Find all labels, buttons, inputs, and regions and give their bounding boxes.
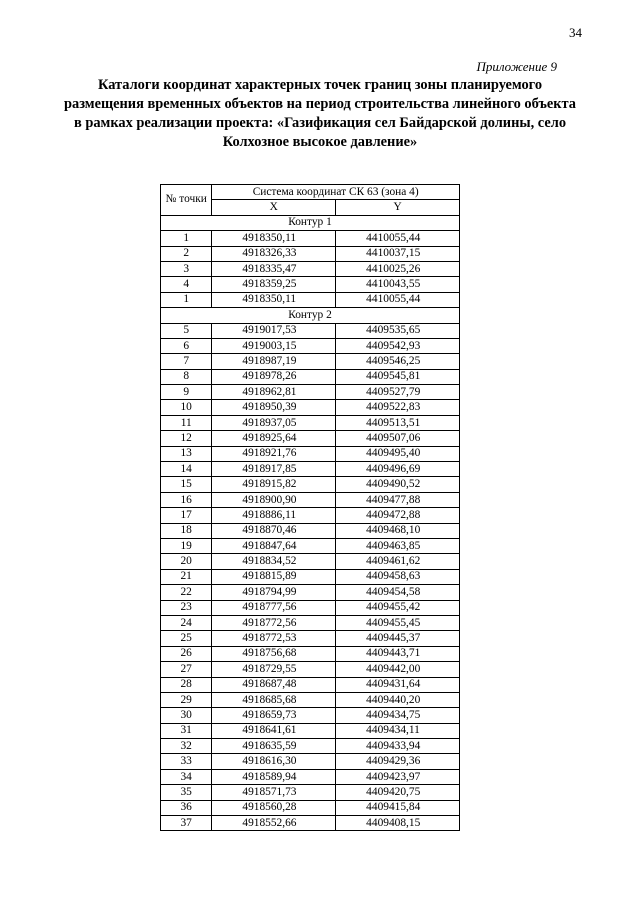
table-row <box>161 554 460 569</box>
x-coordinate-cell: 4918616,30 <box>212 754 336 769</box>
table-row <box>161 231 460 246</box>
contour-label: Контур 2 <box>161 308 460 323</box>
point-number-cell: 5 <box>161 323 212 338</box>
y-coordinate-cell: 4409477,88 <box>336 492 460 507</box>
y-coordinate-cell: 4409415,84 <box>336 800 460 815</box>
y-coordinate-cell: 4409472,88 <box>336 508 460 523</box>
table-row <box>161 385 460 400</box>
y-coordinate-cell: 4409431,64 <box>336 677 460 692</box>
x-coordinate-cell: 4918925,64 <box>212 431 336 446</box>
x-coordinate-cell: 4919017,53 <box>212 323 336 338</box>
y-coordinate-cell: 4409535,65 <box>336 323 460 338</box>
table-row <box>161 754 460 769</box>
x-coordinate-cell: 4918756,68 <box>212 646 336 661</box>
point-number-cell: 16 <box>161 492 212 507</box>
point-number-cell: 8 <box>161 369 212 384</box>
point-number-cell: 13 <box>161 446 212 461</box>
x-coordinate-cell: 4918552,66 <box>212 816 336 831</box>
y-coordinate-cell: 4410043,55 <box>336 277 460 292</box>
x-coordinate-cell: 4918350,11 <box>212 292 336 307</box>
point-number-cell: 4 <box>161 277 212 292</box>
point-number-cell: 21 <box>161 569 212 584</box>
x-coordinate-cell: 4918326,33 <box>212 246 336 261</box>
y-coordinate-cell: 4409458,63 <box>336 569 460 584</box>
x-coordinate-cell: 4918915,82 <box>212 477 336 492</box>
point-number-cell: 2 <box>161 246 212 261</box>
table-row <box>161 492 460 507</box>
point-number-cell: 23 <box>161 600 212 615</box>
document-title <box>60 76 580 152</box>
point-number-cell: 15 <box>161 477 212 492</box>
point-number-cell: 1 <box>161 231 212 246</box>
point-number-cell: 6 <box>161 338 212 353</box>
y-coordinate-cell: 4410055,44 <box>336 231 460 246</box>
point-number-cell: 36 <box>161 800 212 815</box>
point-number-cell: 32 <box>161 739 212 754</box>
x-coordinate-cell: 4918335,47 <box>212 261 336 276</box>
y-coordinate-cell: 4409455,45 <box>336 615 460 630</box>
table-row <box>161 446 460 461</box>
point-number-cell: 30 <box>161 708 212 723</box>
table-row <box>161 400 460 415</box>
y-coordinate-cell: 4409455,42 <box>336 600 460 615</box>
x-coordinate-cell: 4918950,39 <box>212 400 336 415</box>
title-line: в рамках реализации проекта: «Газификация сел Байдарской долины, село <box>73 115 567 131</box>
point-number-cell: 9 <box>161 385 212 400</box>
point-number-cell: 22 <box>161 585 212 600</box>
point-number-cell: 28 <box>161 677 212 692</box>
x-coordinate-cell: 4918560,28 <box>212 800 336 815</box>
contour-label: Контур 1 <box>161 215 460 230</box>
table-row <box>161 800 460 815</box>
y-coordinate-cell: 4409542,93 <box>336 338 460 353</box>
table-row <box>161 508 460 523</box>
y-coordinate-cell: 4409434,75 <box>336 708 460 723</box>
y-coordinate-cell: 4409490,52 <box>336 477 460 492</box>
point-number-cell: 1 <box>161 292 212 307</box>
table-row <box>161 369 460 384</box>
y-coordinate-cell: 4409513,51 <box>336 415 460 430</box>
y-coordinate-cell: 4409527,79 <box>336 385 460 400</box>
point-number-cell: 24 <box>161 615 212 630</box>
point-number-cell: 31 <box>161 723 212 738</box>
x-coordinate-cell: 4918900,90 <box>212 492 336 507</box>
table-row <box>161 354 460 369</box>
header-x: X <box>212 200 336 215</box>
y-coordinate-cell: 4409546,25 <box>336 354 460 369</box>
point-number-cell: 19 <box>161 538 212 553</box>
header-y: Y <box>336 200 460 215</box>
table-row <box>161 662 460 677</box>
table-row <box>161 523 460 538</box>
table-row <box>161 338 460 353</box>
y-coordinate-cell: 4409468,10 <box>336 523 460 538</box>
appendix-label: Приложение 9 <box>476 59 557 74</box>
point-number-cell: 33 <box>161 754 212 769</box>
x-coordinate-cell: 4918659,73 <box>212 708 336 723</box>
table-row <box>161 292 460 307</box>
table-row <box>161 585 460 600</box>
title-line: Колхозное высокое давление» <box>222 134 418 150</box>
table-row <box>161 677 460 692</box>
coordinates-table-body <box>161 215 460 831</box>
x-coordinate-cell: 4918641,61 <box>212 723 336 738</box>
x-coordinate-cell: 4918685,68 <box>212 692 336 707</box>
y-coordinate-cell: 4410037,15 <box>336 246 460 261</box>
x-coordinate-cell: 4918847,64 <box>212 538 336 553</box>
x-coordinate-cell: 4918350,11 <box>212 231 336 246</box>
x-coordinate-cell: 4918978,26 <box>212 369 336 384</box>
table-row <box>161 600 460 615</box>
point-number-cell: 34 <box>161 769 212 784</box>
x-coordinate-cell: 4918937,05 <box>212 415 336 430</box>
point-number-cell: 20 <box>161 554 212 569</box>
point-number-cell: 37 <box>161 816 212 831</box>
x-coordinate-cell: 4918772,53 <box>212 631 336 646</box>
y-coordinate-cell: 4409434,11 <box>336 723 460 738</box>
table-row <box>161 569 460 584</box>
table-row <box>161 723 460 738</box>
y-coordinate-cell: 4409522,83 <box>336 400 460 415</box>
x-coordinate-cell: 4918571,73 <box>212 785 336 800</box>
y-coordinate-cell: 4410055,44 <box>336 292 460 307</box>
point-number-cell: 27 <box>161 662 212 677</box>
x-coordinate-cell: 4919003,15 <box>212 338 336 353</box>
y-coordinate-cell: 4409463,85 <box>336 538 460 553</box>
table-row <box>161 477 460 492</box>
point-number-cell: 35 <box>161 785 212 800</box>
y-coordinate-cell: 4409429,36 <box>336 754 460 769</box>
x-coordinate-cell: 4918870,46 <box>212 523 336 538</box>
point-number-cell: 26 <box>161 646 212 661</box>
table-row <box>161 415 460 430</box>
y-coordinate-cell: 4409440,20 <box>336 692 460 707</box>
table-row <box>161 462 460 477</box>
x-coordinate-cell: 4918987,19 <box>212 354 336 369</box>
table-row <box>161 246 460 261</box>
point-number-cell: 10 <box>161 400 212 415</box>
table-row <box>161 431 460 446</box>
x-coordinate-cell: 4918729,55 <box>212 662 336 677</box>
x-coordinate-cell: 4918815,89 <box>212 569 336 584</box>
table-row <box>161 739 460 754</box>
x-coordinate-cell: 4918359,25 <box>212 277 336 292</box>
x-coordinate-cell: 4918921,76 <box>212 446 336 461</box>
x-coordinate-cell: 4918794,99 <box>212 585 336 600</box>
coordinates-table <box>160 184 460 831</box>
y-coordinate-cell: 4409443,71 <box>336 646 460 661</box>
table-row <box>161 323 460 338</box>
x-coordinate-cell: 4918834,52 <box>212 554 336 569</box>
title-line: размещения временных объектов на период строительства линейного объекта <box>64 96 576 112</box>
table-row <box>161 646 460 661</box>
point-number-cell: 12 <box>161 431 212 446</box>
x-coordinate-cell: 4918589,94 <box>212 769 336 784</box>
y-coordinate-cell: 4409461,62 <box>336 554 460 569</box>
y-coordinate-cell: 4410025,26 <box>336 261 460 276</box>
table-row <box>161 261 460 276</box>
x-coordinate-cell: 4918687,48 <box>212 677 336 692</box>
table-row <box>161 615 460 630</box>
x-coordinate-cell: 4918777,56 <box>212 600 336 615</box>
point-number-cell: 14 <box>161 462 212 477</box>
point-number-cell: 29 <box>161 692 212 707</box>
header-coordinate-system: Система координат СК 63 (зона 4) <box>212 185 460 200</box>
y-coordinate-cell: 4409495,40 <box>336 446 460 461</box>
point-number-cell: 17 <box>161 508 212 523</box>
x-coordinate-cell: 4918962,81 <box>212 385 336 400</box>
y-coordinate-cell: 4409545,81 <box>336 369 460 384</box>
table-row <box>161 538 460 553</box>
x-coordinate-cell: 4918772,56 <box>212 615 336 630</box>
table-row <box>161 631 460 646</box>
table-row <box>161 785 460 800</box>
point-number-cell: 11 <box>161 415 212 430</box>
table-row <box>161 708 460 723</box>
page-number: 34 <box>569 25 582 40</box>
point-number-cell: 7 <box>161 354 212 369</box>
table-row <box>161 277 460 292</box>
contour-header-row <box>161 308 460 323</box>
x-coordinate-cell: 4918635,59 <box>212 739 336 754</box>
y-coordinate-cell: 4409507,06 <box>336 431 460 446</box>
y-coordinate-cell: 4409496,69 <box>336 462 460 477</box>
y-coordinate-cell: 4409408,15 <box>336 816 460 831</box>
contour-header-row <box>161 215 460 230</box>
title-line: Каталоги координат характерных точек границ зоны планируемого <box>97 77 543 93</box>
point-number-cell: 18 <box>161 523 212 538</box>
table-row <box>161 816 460 831</box>
y-coordinate-cell: 4409420,75 <box>336 785 460 800</box>
x-coordinate-cell: 4918886,11 <box>212 508 336 523</box>
header-point-number: № точки <box>161 185 212 216</box>
table-row <box>161 769 460 784</box>
y-coordinate-cell: 4409423,97 <box>336 769 460 784</box>
y-coordinate-cell: 4409454,58 <box>336 585 460 600</box>
point-number-cell: 25 <box>161 631 212 646</box>
x-coordinate-cell: 4918917,85 <box>212 462 336 477</box>
y-coordinate-cell: 4409442,00 <box>336 662 460 677</box>
point-number-cell: 3 <box>161 261 212 276</box>
y-coordinate-cell: 4409445,37 <box>336 631 460 646</box>
y-coordinate-cell: 4409433,94 <box>336 739 460 754</box>
table-row <box>161 692 460 707</box>
